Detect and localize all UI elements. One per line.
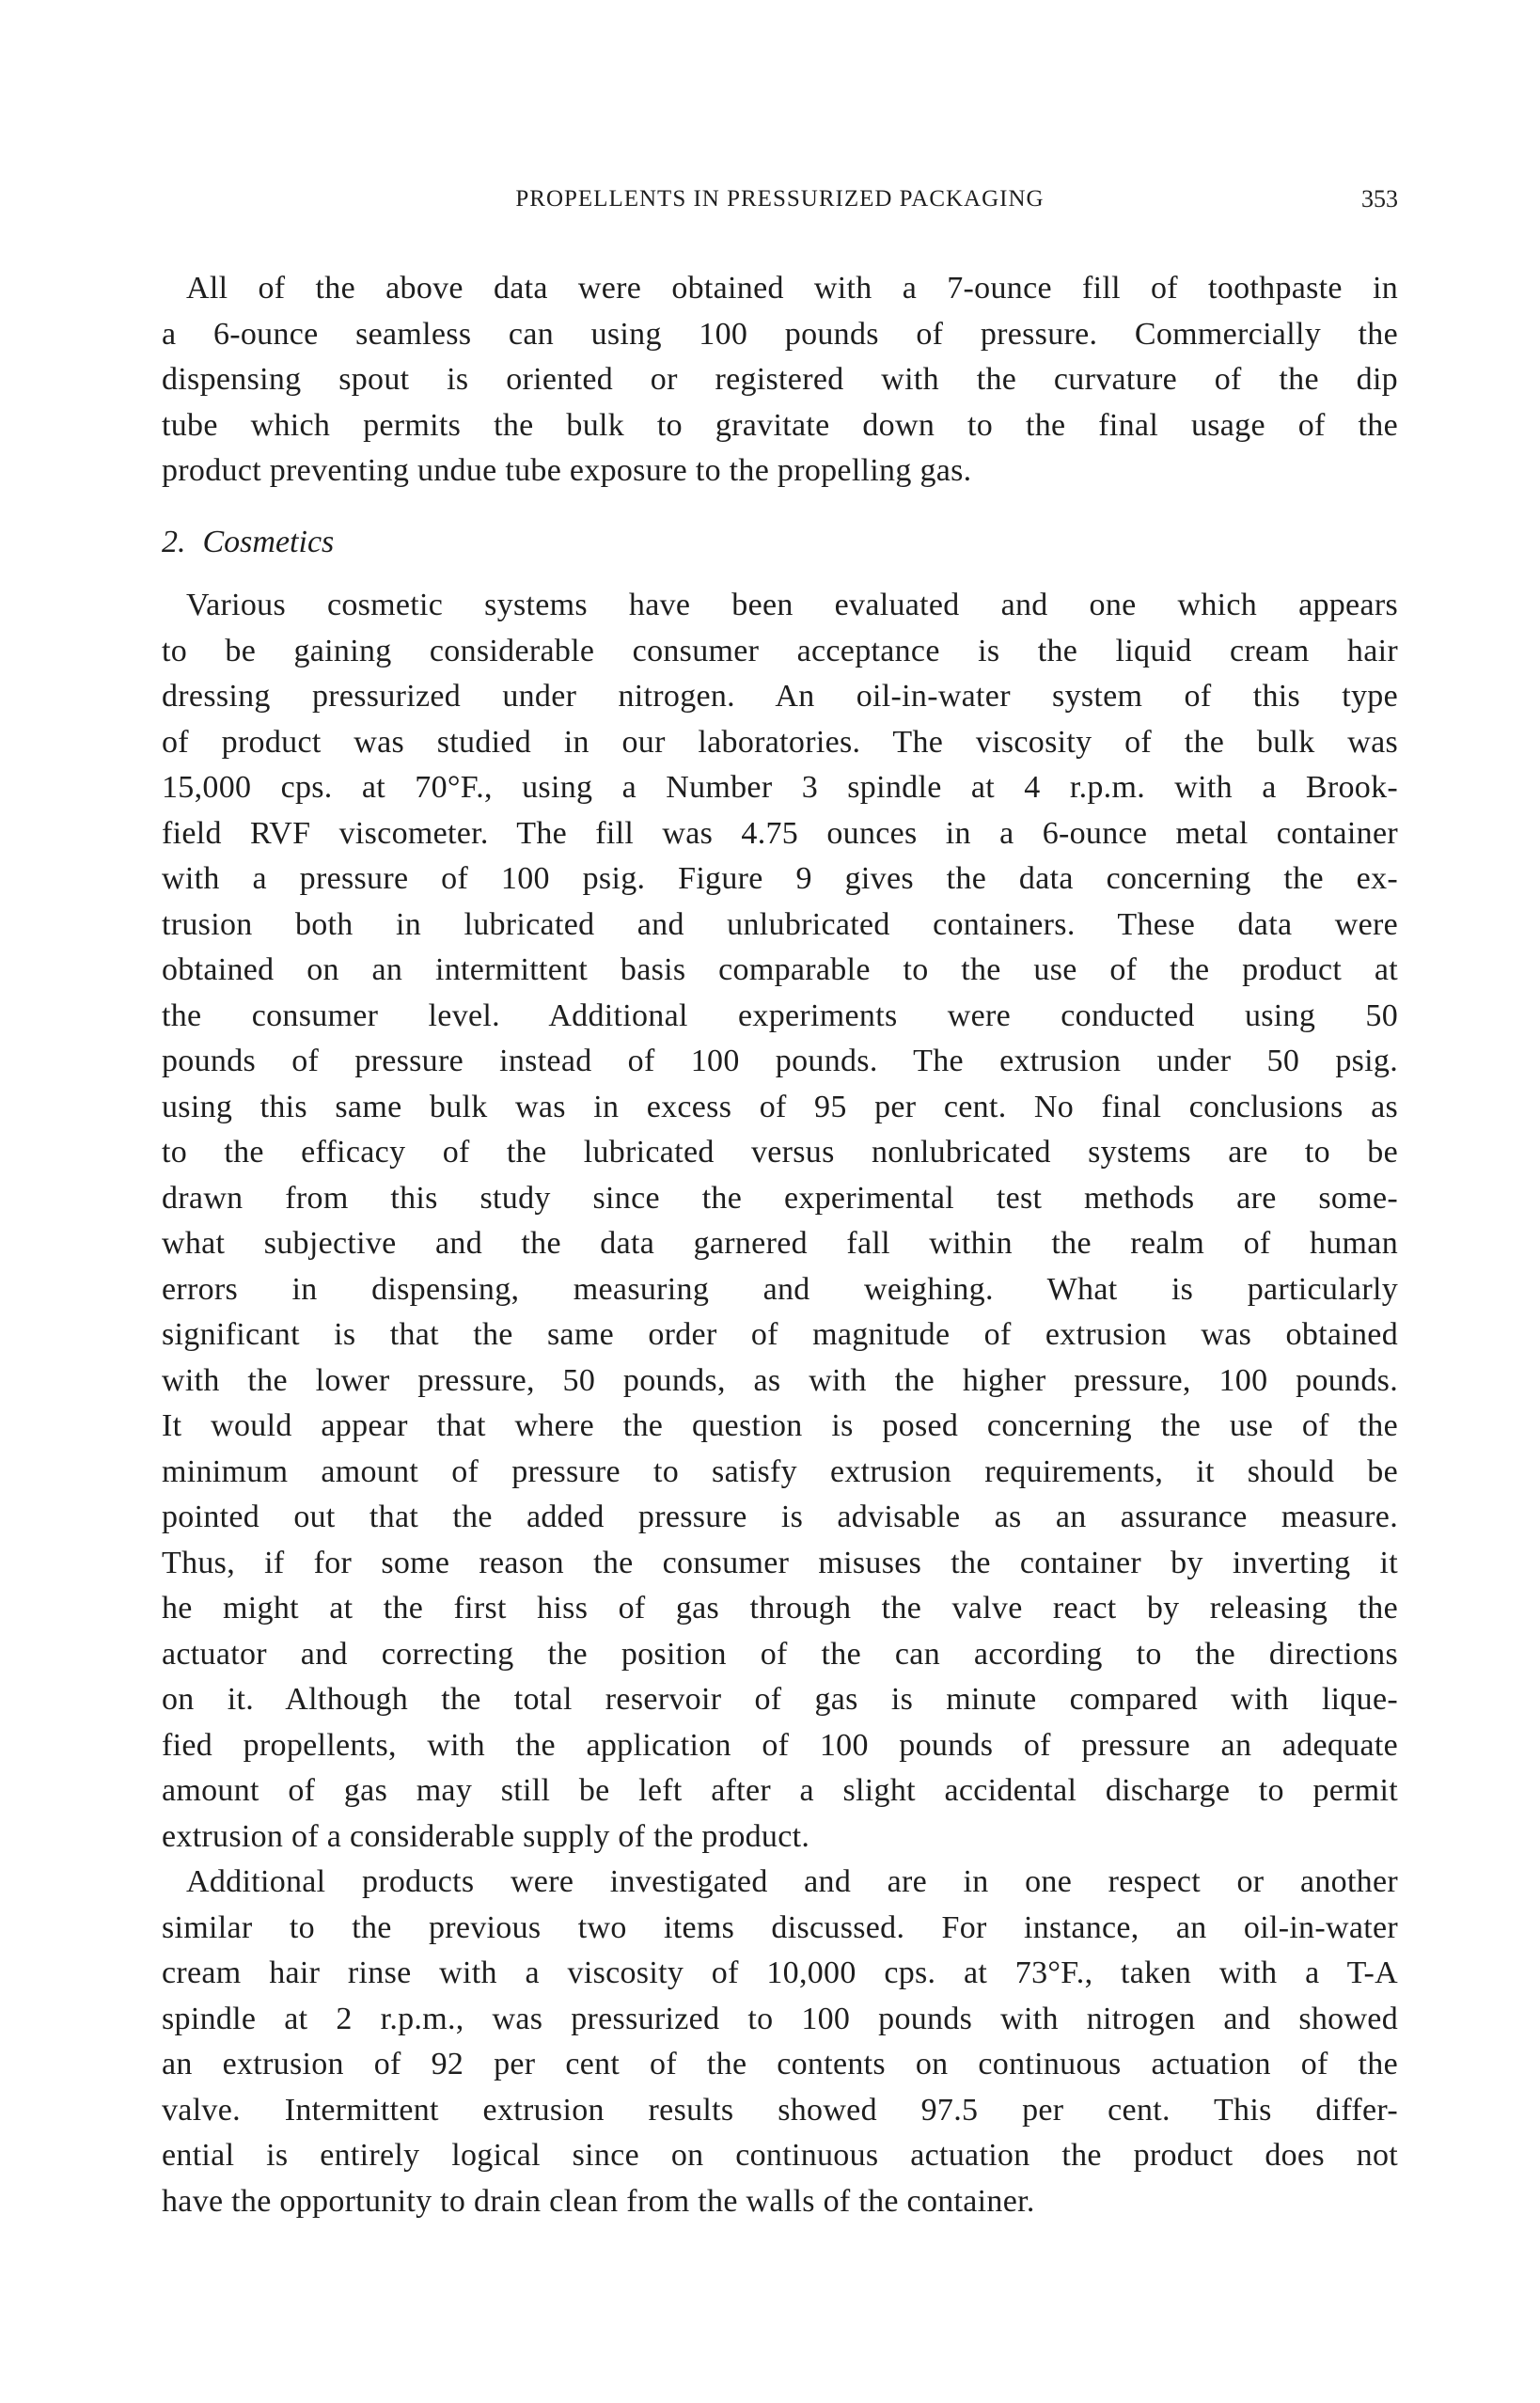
text-line: 15,000 cps. at 70°F., using a Number 3 spindle at 4 r.p.m. with a Brook- xyxy=(162,770,1398,805)
text-line: he might at the first hiss of gas through the valve react by releasing the xyxy=(162,1591,1398,1626)
text-line: using this same bulk was in excess of 95 per cent. No final conclusions as xyxy=(162,1089,1398,1124)
text-line: with a pressure of 100 psig. Figure 9 gives the data concerning the ex- xyxy=(162,861,1398,896)
text-line: extrusion of a considerable supply of the product. xyxy=(162,1818,810,1854)
text-line: field RVF viscometer. The fill was 4.75 ounces in a 6-ounce metal container xyxy=(162,815,1398,851)
text-line: errors in dispensing, measuring and weighing. What is particularly xyxy=(162,1271,1398,1307)
text-line: dressing pressurized under nitrogen. An oil-in-water system of this type xyxy=(162,679,1398,714)
paragraph-cosmetics xyxy=(162,583,1398,1860)
text-line: actuator and correcting the position of the can according to the directions xyxy=(162,1636,1398,1672)
text-line: the consumer level. Additional experiments were conducted using 50 xyxy=(162,997,1398,1033)
text-line: Thus, if for some reason the consumer misuses the container by inverting it xyxy=(162,1545,1398,1580)
section-heading xyxy=(162,520,334,566)
text-line: obtained on an intermittent basis comparable to the use of the product at xyxy=(162,952,1398,987)
text-line: on it. Although the total reservoir of gas is minute compared with lique- xyxy=(162,1682,1398,1717)
text-line: cream hair rinse with a viscosity of 10,000 cps. at 73°F., taken with a T-A xyxy=(162,1955,1398,1990)
text-line: drawn from this study since the experimental test methods are some- xyxy=(162,1180,1398,1216)
text-line: spindle at 2 r.p.m., was pressurized to 100 pounds with nitrogen and showed xyxy=(162,2001,1398,2036)
text-line: All of the above data were obtained with a 7-ounce fill of toothpaste in xyxy=(186,271,1398,306)
text-line: It would appear that where the question is posed concerning the use of the xyxy=(162,1408,1398,1443)
text-line: tube which permits the bulk to gravitate down to the final usage of the xyxy=(162,407,1398,443)
text-line: Various cosmetic systems have been evaluated and one which appears xyxy=(186,588,1398,622)
text-line: ential is entirely logical since on continuous actuation the product does not xyxy=(162,2138,1398,2173)
running-title: PROPELLENTS IN PRESSURIZED PACKAGING xyxy=(515,186,1045,212)
text-line: pounds of pressure instead of 100 pounds. The extrusion under 50 psig. xyxy=(162,1044,1398,1078)
text-line: with the lower pressure, 50 pounds, as with the higher pressure, 100 pounds. xyxy=(162,1362,1398,1398)
text-line: to be gaining considerable consumer acceptance is the liquid cream hair xyxy=(162,633,1398,668)
text-line: to the efficacy of the lubricated versus nonlubricated systems are to be xyxy=(162,1135,1398,1170)
text-line: significant is that the same order of magnitude of extrusion was obtained xyxy=(162,1317,1398,1352)
text-line: product preventing undue tube exposure to the propelling gas. xyxy=(162,453,972,488)
text-line: of product was studied in our laboratories. The viscosity of the bulk was xyxy=(162,724,1398,760)
text-line: Additional products were investigated and are in one respect or another xyxy=(186,1864,1398,1899)
text-line: trusion both in lubricated and unlubricated containers. These data were xyxy=(162,906,1398,942)
text-line: an extrusion of 92 per cent of the contents on continuous actuation of the xyxy=(162,2047,1398,2081)
text-line: dispensing spout is oriented or registered with the curvature of the dip xyxy=(162,362,1398,397)
text-line: similar to the previous two items discussed. For instance, an oil-in-water xyxy=(162,1909,1398,1945)
text-line: a 6-ounce seamless can using 100 pounds of pressure. Commercially the xyxy=(162,316,1398,352)
section-title: Cosmetics xyxy=(202,525,335,559)
paragraph-toothpaste-summary xyxy=(162,266,1398,495)
text-line: have the opportunity to drain clean from the walls of the container. xyxy=(162,2183,1035,2219)
paragraph-additional-products xyxy=(162,1860,1398,2224)
section-number: 2. xyxy=(162,525,186,559)
text-line: what subjective and the data garnered fall within the realm of human xyxy=(162,1226,1398,1261)
page-number: 353 xyxy=(1361,185,1398,212)
text-line: amount of gas may still be left after a slight accidental discharge to permit xyxy=(162,1773,1398,1808)
text-line: minimum amount of pressure to satisfy extrusion requirements, it should be xyxy=(162,1453,1398,1489)
running-head xyxy=(162,181,1398,218)
text-line: fied propellents, with the application of 100 pounds of pressure an adequate xyxy=(162,1727,1398,1763)
text-line: pointed out that the added pressure is advisable as an assurance measure. xyxy=(162,1500,1398,1534)
text-line: valve. Intermittent extrusion results showed 97.5 per cent. This differ- xyxy=(162,2092,1398,2128)
